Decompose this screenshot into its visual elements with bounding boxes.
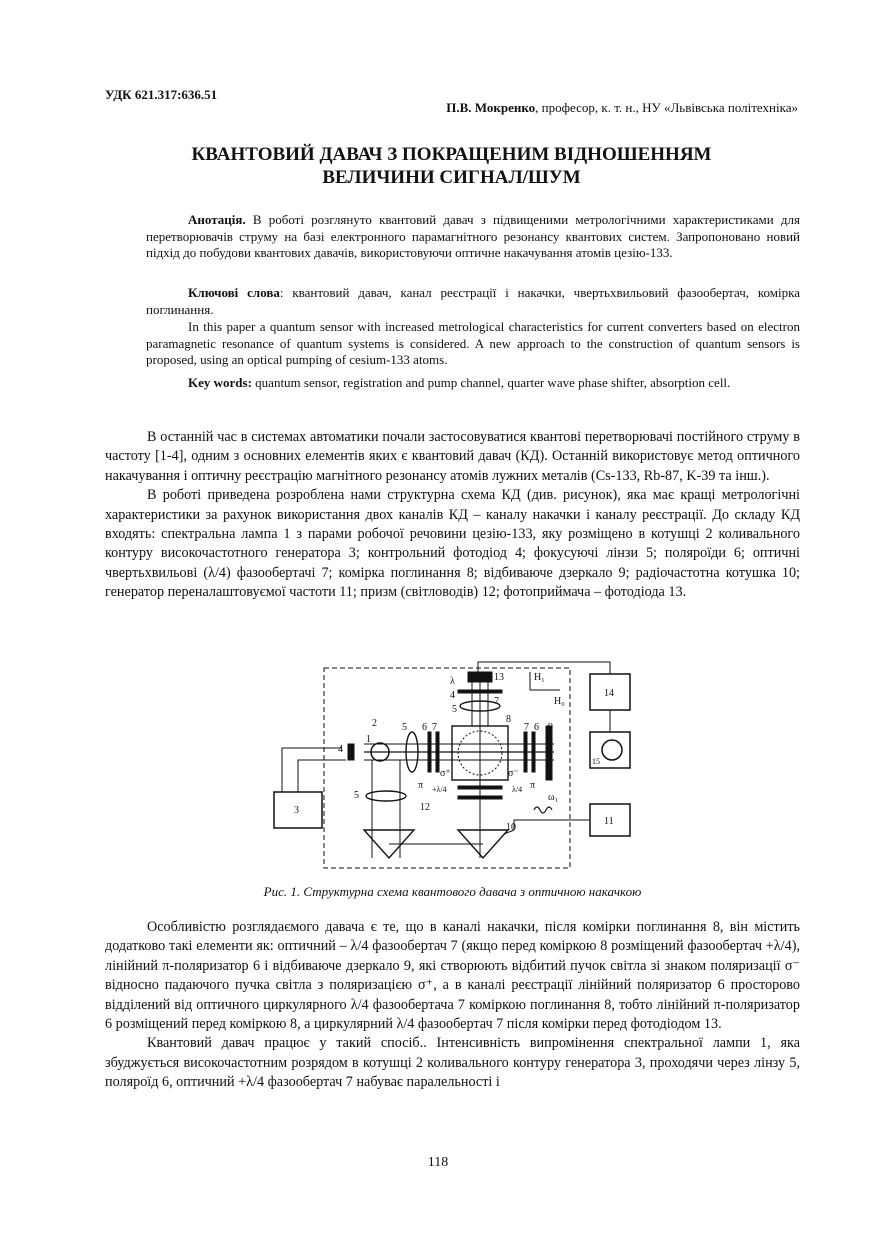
paragraph-4: Квантовий давач працює у такий спосіб.. Інтенсивність випромінення спектральної лампи 1, яка збуджується високочастотним розрядом в котушці 2 коливального контуру генератора 3, проходячи через лінзу 5, поляроїд 6, оптичний +λ/4 фазообертач 7 набуває паралельності і (105, 1035, 800, 1091)
label-3: 3 (294, 805, 299, 816)
label-11: 11 (604, 816, 614, 827)
photodiode-13 (468, 672, 492, 682)
polaroid-6-left (428, 732, 431, 772)
label-8: 8 (506, 714, 511, 725)
abstract-label: Анотація. (188, 212, 246, 227)
label-12: 12 (420, 802, 430, 813)
label-7c: 7 (494, 696, 499, 707)
abstract-text: В роботі розглянуто квантовий давач з підвищеними метрологічними характеристиками для перетворювачів струму на базі електронного парамагнітного резонансу квантових систем. Запропоновано новий підхід до побудови квантових давачів, використовуючи оптичне накачування атомів цезію-133. (146, 212, 800, 260)
title-line-1: КВАНТОВИЙ ДАВАЧ З ПОКРАЩЕНИМ ВІДНОШЕННЯМ (191, 144, 712, 165)
paragraph-3: Особливістю розглядаємого давача є те, що в каналі накачки, після комірки поглинання 8, він містить додатково такі елементи як: оптичний – λ/4 фазообертач 7 (якщо перед коміркою 8 розміщений фазообертач +λ/4), лінійний π-поляризатор 6 і відбиваюче дзеркало 9, які створюють відбитий пучок світла зі знаком поляризації σ⁻ відносно падаючого пучка світла з поляризацією σ⁺, а в каналі реєстрації лінійний поляризатор 6 просторово відділений від оптичного циркулярного λ/4 фазообертача 7 коміркою поглинання 8, тобто лінійний π-поляризатор 6 розміщений перед коміркою 8, а циркулярний λ/4 фазообертач 7 після комірки перед фотодіодом 13. (105, 919, 800, 1033)
rf-wave (534, 807, 552, 813)
page-number: 118 (427, 1155, 449, 1170)
label-sigma-minus: σ⁻ (508, 768, 519, 779)
label-6b: 6 (534, 722, 539, 733)
label-14: 14 (604, 688, 614, 699)
paragraph-2: В роботі приведена розроблена нами структурна схема КД (див. рисунок), яка має кращі метрологічні характеристики за рахунок використання двох каналів КД – каналу накачки і каналу реєстрації. До складу КД входять: спектральна лампа 1 з парами робочої речовини цезію-133, яку розміщено в котушці 2 коливального контуру високочастотного генератора 3; контрольний фотодіод 4; фокусуючі лінзи 5; поляроїди 6; оптичні чвертьхвильові (λ/4) фазообертачі 7; комірка поглинання 8; відбиваюче дзеркало 9; радіочастотна котушка 10; генератор переналаштовуємої частоти 11; призм (світловодів) 12; фотоприймача – фотодіода 13. (105, 487, 800, 601)
label-h0: H₀ (554, 696, 565, 707)
label-6a: 6 (422, 722, 427, 733)
label-pi-right: π (530, 780, 536, 791)
body-upper (105, 428, 800, 603)
plate-bottom (458, 796, 502, 799)
abstract-ua (146, 212, 800, 262)
label-sigma-plus: σ⁺ (440, 768, 451, 779)
label-13: 13 (494, 672, 504, 683)
paragraph-1: В останній час в системах автоматики почали застосовуватися квантові перетворювачі постійного струму в частоту [1-4], одним з основних елементів яких є квантовий давач (КД). Останній використовує метод оптичного накачування і оптичну реєстрацію магнітного резонансу атомів лужних металів (Cs-133, Rb-87, K-39 та інш.). (105, 429, 800, 484)
polaroid-6-right (532, 732, 535, 772)
polaroid-6-bottom (458, 786, 502, 789)
abstract-en (146, 319, 800, 369)
label-lambda: λ (450, 676, 455, 687)
phase-plate-7-left (436, 732, 439, 772)
wire-3-photodiode (282, 748, 342, 792)
title-line-2: ВЕЛИЧИНИ СИГНАЛ/ШУМ (322, 167, 581, 188)
phase-plate-7-right (524, 732, 527, 772)
label-9: 9 (548, 722, 553, 733)
label-4: 4 (338, 744, 343, 755)
meter-icon (602, 740, 622, 760)
author-line (446, 100, 798, 116)
figure-diagram (268, 660, 638, 880)
label-2: 2 (372, 718, 377, 729)
wire-11-coil (514, 820, 590, 830)
author-name: П.В. Мокренко (446, 100, 536, 115)
label-7a: 7 (432, 722, 437, 733)
phase-plate-7-top (458, 690, 502, 693)
label-1: 1 (366, 734, 371, 745)
keywords-label: Ключові слова (188, 285, 280, 300)
label-15: 15 (592, 757, 600, 766)
label-plus-lambda4: +λ/4 (432, 785, 447, 794)
label-omega: ω₁ (548, 792, 559, 803)
abstract-en-text: In this paper a quantum sensor with increased metrological characteristics for current converters based on electron paramagnetic resonance of quantum systems is considered. A new approach to the construction of quantum sensors is proposed, using an optical pumping of cesium-133 atoms. (146, 319, 800, 367)
keywords-en (146, 375, 800, 392)
label-5b: 5 (354, 790, 359, 801)
label-10: 10 (506, 822, 516, 833)
photodiode-4 (348, 744, 354, 760)
label-7b: 7 (524, 722, 529, 733)
keywords-ua (146, 285, 800, 318)
wire-3-coil (298, 760, 346, 792)
label-pi-left: π (418, 780, 424, 791)
label-5a: 5 (402, 722, 407, 733)
author-info: , професор, к. т. н., НУ «Львівська політехніка» (535, 100, 798, 115)
udk-code: УДК 621.317:636.51 (105, 87, 218, 102)
keywords-en-label: Key words: (188, 375, 252, 390)
body-lower (105, 918, 800, 1093)
paper-title (105, 143, 798, 189)
label-5c: 5 (452, 704, 457, 715)
label-lambda4: λ/4 (512, 785, 523, 794)
figure-caption: Рис. 1. Структурна схема квантового давача з оптичною накачкою (263, 884, 642, 899)
label-four: 4 (450, 690, 455, 701)
mirror-9 (546, 726, 552, 780)
keywords-en-text: quantum sensor, registration and pump channel, quarter wave phase shifter, absorption cell. (251, 375, 731, 390)
label-h1: H₁ (534, 672, 545, 683)
keywords-text: : квантовий давач, канал реєстрації і накачки, чвертьхвильовий фазообертач, комірка поглинання. (146, 285, 800, 317)
